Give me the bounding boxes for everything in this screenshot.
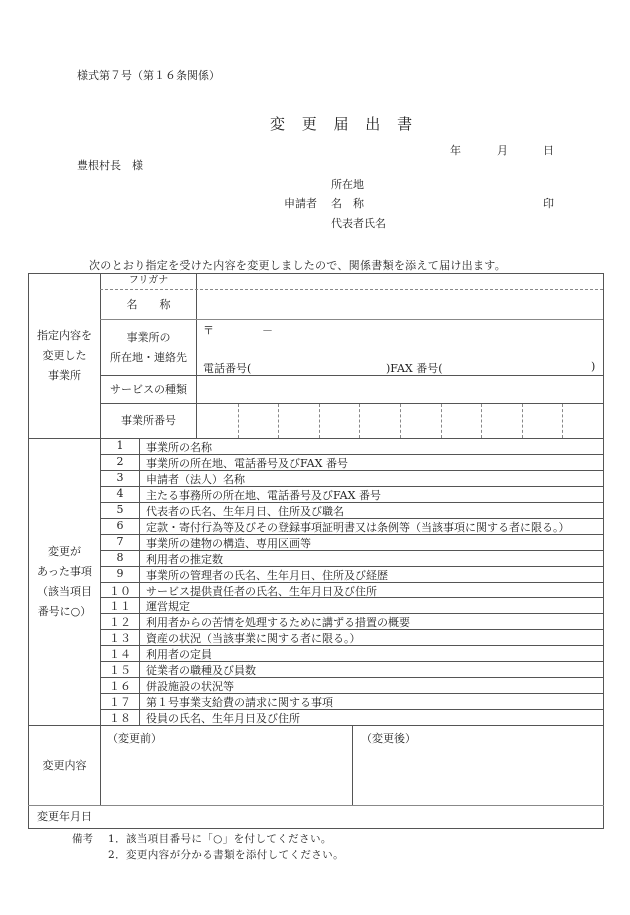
row-divider bbox=[100, 502, 603, 503]
before-field[interactable] bbox=[101, 745, 351, 803]
office-number-digit-box[interactable] bbox=[278, 404, 319, 438]
change-item-number[interactable]: 3 bbox=[116, 470, 124, 484]
change-item-number[interactable]: １５ bbox=[109, 664, 131, 678]
change-item-text: 利用者の定員 bbox=[146, 648, 212, 662]
furigana-field[interactable] bbox=[197, 274, 602, 288]
change-item-text: 利用者からの苦情を処理するために講ずる措置の概要 bbox=[146, 616, 410, 630]
change-item-number[interactable]: １１ bbox=[109, 600, 131, 614]
digit-divider bbox=[400, 404, 401, 438]
row-divider bbox=[100, 470, 603, 471]
applicant-location-label: 所在地 bbox=[331, 178, 364, 191]
before-label: （変更前） bbox=[107, 732, 162, 745]
form-number: 様式第７号（第１６条関係） bbox=[77, 69, 220, 82]
date-year-label: 年 bbox=[450, 144, 461, 157]
applicant-name-label: 名 称 bbox=[331, 197, 364, 210]
row-divider bbox=[100, 597, 603, 598]
digit-divider bbox=[481, 404, 482, 438]
office-number-digit-box[interactable] bbox=[562, 404, 603, 438]
row-divider bbox=[100, 629, 603, 630]
postal-mark: 〒 bbox=[203, 324, 214, 337]
phone-label: 電話番号( bbox=[203, 362, 252, 375]
change-item-text: 事業所の所在地、電話番号及びFAX 番号 bbox=[146, 456, 348, 470]
service-type-field[interactable] bbox=[197, 377, 602, 402]
change-item-text: 代表者の氏名、生年月日、住所及び職名 bbox=[146, 504, 344, 518]
change-item-number[interactable]: 6 bbox=[116, 518, 124, 532]
service-type-label: サービスの種類 bbox=[110, 382, 187, 396]
intro-text: 次のとおり指定を受けた内容を変更しましたので、関係書類を添えて届け出ます。 bbox=[89, 259, 506, 272]
row-divider bbox=[100, 613, 603, 614]
after-label: （変更後） bbox=[361, 732, 416, 745]
row-divider bbox=[100, 534, 603, 535]
row-divider bbox=[100, 454, 603, 455]
office-name-field[interactable] bbox=[197, 291, 602, 318]
row-divider bbox=[100, 693, 603, 694]
change-item-number[interactable]: 4 bbox=[116, 486, 124, 500]
row-divider bbox=[100, 582, 603, 583]
notes-label: 備考 bbox=[72, 833, 93, 845]
change-item-number[interactable]: １７ bbox=[109, 696, 131, 710]
row-divider bbox=[100, 518, 603, 519]
change-item-number[interactable]: 5 bbox=[116, 502, 124, 516]
change-item-number[interactable]: 1 bbox=[116, 439, 124, 452]
office-section-label: 指定内容を 変更した 事業所 bbox=[37, 329, 92, 382]
office-number-label: 事業所番号 bbox=[121, 414, 176, 427]
office-name-label: 名 称 bbox=[126, 297, 171, 311]
office-number-digit-box[interactable] bbox=[522, 404, 563, 438]
change-item-number[interactable]: １６ bbox=[109, 680, 131, 694]
postal-dash: － bbox=[262, 324, 273, 337]
note-item: 1．該当項目番号に「○」を付してください。 bbox=[108, 833, 332, 845]
office-number-digit-box[interactable] bbox=[359, 404, 400, 438]
seal-mark: 印 bbox=[543, 197, 554, 210]
page-title: 変 更 届 出 書 bbox=[270, 115, 419, 133]
change-item-number[interactable]: 8 bbox=[116, 550, 124, 564]
after-field[interactable] bbox=[353, 745, 602, 803]
change-item-text: 資産の状況（当該事業に関する者に限る。） bbox=[146, 632, 361, 646]
change-item-text: 事業所の名称 bbox=[146, 441, 212, 454]
change-item-number[interactable]: 7 bbox=[116, 534, 124, 548]
furigana-label: フリガナ bbox=[128, 275, 169, 286]
fax-close-paren: ) bbox=[591, 360, 596, 373]
change-item-text: 併設施設の状況等 bbox=[146, 680, 234, 694]
changes-section-label: 変更が あった事項 （該当項目 番号に○） bbox=[37, 545, 92, 618]
date-day-label: 日 bbox=[543, 144, 554, 157]
change-item-number[interactable]: 9 bbox=[116, 566, 124, 580]
change-item-number[interactable]: １３ bbox=[109, 632, 131, 646]
note-item: 2．変更内容が分かる書類を添付してください。 bbox=[108, 849, 344, 861]
date-month-label: 月 bbox=[497, 144, 508, 157]
change-item-text: 利用者の推定数 bbox=[146, 552, 223, 566]
digit-divider bbox=[238, 404, 239, 438]
applicant-label: 申請者 bbox=[284, 197, 317, 210]
row-divider bbox=[100, 661, 603, 662]
change-item-number[interactable]: １２ bbox=[109, 616, 131, 630]
change-item-number[interactable]: １４ bbox=[109, 648, 131, 662]
digit-divider bbox=[359, 404, 360, 438]
representative-label: 代表者氏名 bbox=[331, 217, 386, 230]
digit-divider bbox=[278, 404, 279, 438]
change-item-text: 事業所の管理者の氏名、生年月日、住所及び経歴 bbox=[146, 568, 388, 582]
change-item-text: 役員の氏名、生年月日及び住所 bbox=[146, 712, 300, 726]
digit-divider bbox=[319, 404, 320, 438]
addressee: 豊根村長 様 bbox=[77, 159, 143, 172]
row-divider bbox=[100, 645, 603, 646]
change-item-number[interactable]: １０ bbox=[109, 584, 131, 598]
digit-divider bbox=[522, 404, 523, 438]
change-item-number[interactable]: 2 bbox=[116, 454, 124, 468]
change-item-text: 定款・寄付行為等及びその登録事項証明書又は条例等（当該事項に関する者に限る。） bbox=[146, 520, 570, 534]
change-item-text: 従業者の職種及び員数 bbox=[146, 664, 256, 678]
change-item-text: 運営規定 bbox=[146, 600, 190, 614]
change-item-number[interactable]: １８ bbox=[109, 712, 131, 726]
office-number-digit-box[interactable] bbox=[197, 404, 238, 438]
office-number-digit-box[interactable] bbox=[441, 404, 482, 438]
row-divider bbox=[100, 709, 603, 710]
office-number-digit-box[interactable] bbox=[400, 404, 441, 438]
row-divider bbox=[100, 550, 603, 551]
row-divider bbox=[100, 566, 603, 567]
row-divider bbox=[100, 486, 603, 487]
change-item-text: サービス提供責任者の氏名、生年月日及び住所 bbox=[146, 584, 377, 598]
office-number-digit-box[interactable] bbox=[481, 404, 522, 438]
change-item-text: 主たる事務所の所在地、電話番号及びFAX 番号 bbox=[146, 488, 381, 502]
office-location-label: 事業所の 所在地・連絡先 bbox=[110, 330, 187, 364]
change-date-field[interactable] bbox=[101, 807, 602, 827]
change-content-label: 変更内容 bbox=[42, 758, 87, 772]
office-number-digit-box[interactable] bbox=[238, 404, 279, 438]
row-divider bbox=[100, 677, 603, 678]
change-date-label: 変更年月日 bbox=[37, 810, 92, 823]
digit-divider bbox=[441, 404, 442, 438]
change-item-text: 事業所の建物の構造、専用区画等 bbox=[146, 536, 311, 550]
office-number-digit-box[interactable] bbox=[319, 404, 360, 438]
digit-divider bbox=[562, 404, 563, 438]
fax-label: )FAX 番号( bbox=[386, 362, 443, 375]
change-item-text: 申請者（法人）名称 bbox=[146, 472, 245, 486]
change-item-text: 第１号事業支給費の請求に関する事項 bbox=[146, 696, 333, 710]
